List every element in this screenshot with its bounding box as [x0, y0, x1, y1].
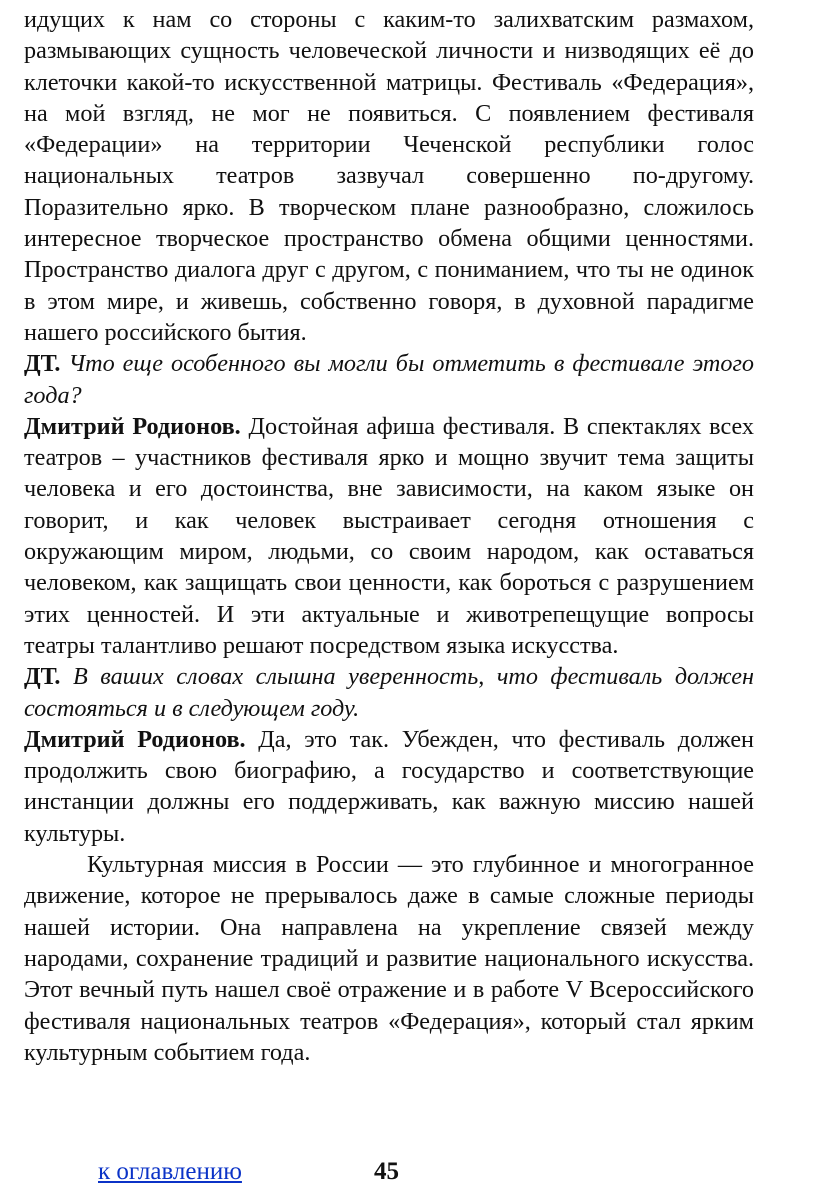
page-number: 45 — [374, 1158, 399, 1185]
closing-paragraph: Культурная миссия в России — это глубинное и многогранное движение, которое не прерывалось даже в самые сложные периоды нашей истории. Она направлена на укрепление связей между народами, сохранение традиций и развитие национального искусства. Этот вечный путь нашел своё отражение и в работе V Всероссийского фестиваля национальных театров «Федерация», который стал ярким культурным событием года. — [24, 851, 754, 1066]
speaker-label: Дмитрий Родионов. — [24, 725, 246, 753]
answer-text: Достойная афиша фестиваля. В спектаклях всех театров – участников фестиваля ярко и мощно звучит тема защиты человека и его достоинства, вне зависимости, на каком языке он говорит, и как человек выстраивает сегодня отношения с окружающим миром, людьми, со своим народом, как оставаться человеком, как защищать свои ценности, как бороться с разрушением этих ценностей. И эти актуальные и животрепещущие вопросы театры талантливо решают посредством языка искусства. — [24, 412, 754, 659]
speaker-label: ДТ. — [24, 350, 61, 378]
respondent-answer — [24, 411, 754, 661]
question-text: Что еще особенного вы могли бы отметить в фестивале этого года? — [24, 350, 754, 409]
page-footer — [0, 1155, 814, 1195]
table-of-contents-link[interactable]: к оглавлению — [98, 1158, 242, 1185]
respondent-answer — [24, 724, 754, 849]
interviewer-question — [24, 661, 754, 724]
speaker-label: ДТ. — [24, 663, 61, 691]
interviewer-question — [24, 348, 754, 411]
document-body — [24, 4, 754, 1068]
question-text: В ваших словах слышна уверенность, что фестиваль должен состояться и в следующем году. — [24, 663, 755, 722]
speaker-label: Дмитрий Родионов. — [24, 412, 241, 440]
paragraph-continuation: идущих к нам со стороны с каким-то залихватским размахом, размывающих сущность человеческой личности и низводящих её до клеточки какой-то искусственной матрицы. Фестиваль «Федерация», на мой взгляд, не мог не появиться. С появлением фестиваля «Федерации» на территории Чеченской республики голос национальных театров зазвучал совершенно по-другому. Поразительно ярко. В творческом плане разнообразно, сложилось интересное творческое пространство обмена общими ценностями. Пространство диалога друг с другом, с пониманием, что ты не одинок в этом мире, и живешь, собственно говоря, в духовной парадигме нашего российского бытия. — [24, 6, 754, 346]
answer-text: Да, это так. Убежден, что фестиваль должен продолжить свою биографию, а государство и соответствующие инстанции должны его поддерживать, как важную миссию нашей культуры. — [24, 725, 754, 847]
